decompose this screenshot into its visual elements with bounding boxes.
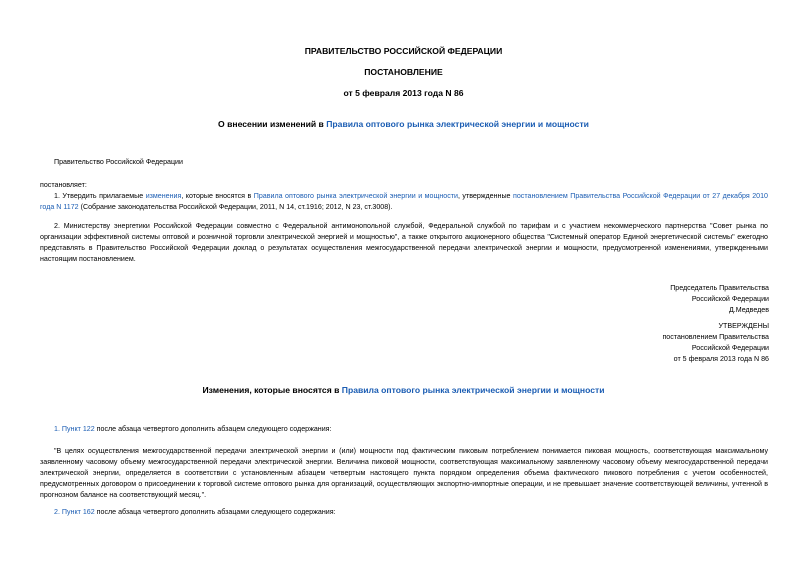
approved-date: от 5 февраля 2013 года N 86 [673, 355, 769, 363]
document-title [0, 119, 807, 129]
document-date: от 5 февраля 2013 года N 86 [343, 88, 464, 98]
point-162-link[interactable]: 2. Пункт 162 [54, 508, 95, 516]
approved-label: УТВЕРЖДЕНЫ [718, 322, 769, 330]
approved-by: постановлением Правительства [662, 333, 769, 341]
signature-block [670, 283, 769, 316]
approved-block [662, 321, 769, 365]
document-type: ПОСТАНОВЛЕНИЕ [364, 67, 443, 77]
changes-title [0, 385, 807, 395]
signature-name: Д.Медведев [728, 306, 769, 314]
signature-position: Председатель Правительства [670, 284, 769, 292]
change-1-quote: "В целях осуществления межгосударственной передачи электрической энергии и (или) мощности под фактическим пиковым потреблением понимается пиковая мощность, соответствующая максимальному заявленному часовому объему межгосударственной передачи электрической энергии. Величина пиковой мощности, соответствующая максимальному заявленному часовому объему межгосударственной передачи электрической энергии, определяется в соответствии с установленным абзацем четвертым настоящего пункта порядком определения объема фактического пикового потребления с учетом особенностей, предусмотренных договором о присоединении к торговой системе оптового рынка для организаций, осуществляющих экспортно-импортные операции, и не превышает значение соответствующей величины, учтенной в прогнозном балансе на соответствующий месяц.". [40, 447, 768, 499]
point-122-link[interactable]: 1. Пункт 122 [54, 425, 95, 433]
changes-link[interactable]: изменения [145, 192, 182, 200]
signature-country: Российской Федерации [691, 295, 769, 303]
item-2-paragraph: 2. Министерству энергетики Российской Федерации совместно с Федеральной антимонопольной службой, Федеральной службой по тарифам и с участием некоммерческого партнерства "Совет рынка по организации эффективной системы оптовой и розничной торговли электрической энергией и мощностью", а также открытого акционерного общества "Системный оператор Единой энергетической системы" ежегодно представлять в Правительство Российской Федерации доклад о результатах осуществления межгосударственной передачи электрической энергии и мощности, предусмотренной изменениями, утвержденными настоящим постановлением. [40, 222, 768, 263]
changes-title-rules-link[interactable]: Правила оптового рынка электрической энергии и мощности [341, 385, 605, 395]
decree-1172-link[interactable]: постановлением Правительства Российской Федерации от 27 декабря 2010 года N 1172 [40, 192, 769, 211]
title-prefix: О внесении изменений в [218, 119, 327, 129]
approved-country: Российской Федерации [691, 344, 769, 352]
item-1-paragraph: 1. Утвердить прилагаемые изменения, которые вносятся в Правила оптового рынка электрической энергии и мощности, утвержденные постановлением Правительства Российской Федерации от 27 декабря 2010 года N 1172 (Собрание законодательства Российской Федерации, 2011, N 14, ст.1916; 2012, N 23, ст.3008). [40, 192, 769, 211]
intro-decrees: постановляет: [40, 181, 87, 189]
change-1-paragraph: 1. Пункт 122 после абзаца четвертого дополнить абзацем следующего содержания: [54, 425, 332, 433]
intro-government: Правительство Российской Федерации [54, 158, 183, 166]
government-heading: ПРАВИТЕЛЬСТВО РОССИЙСКОЙ ФЕДЕРАЦИИ [304, 46, 503, 56]
rules-link[interactable]: Правила оптового рынка электрической энергии и мощности [253, 192, 458, 200]
title-rules-link[interactable]: Правила оптового рынка электрической энергии и мощности [326, 119, 589, 129]
changes-title-prefix: Изменения, которые вносятся в [202, 385, 342, 395]
change-2-paragraph: 2. Пункт 162 после абзаца четвертого дополнить абзацами следующего содержания: [54, 508, 336, 516]
